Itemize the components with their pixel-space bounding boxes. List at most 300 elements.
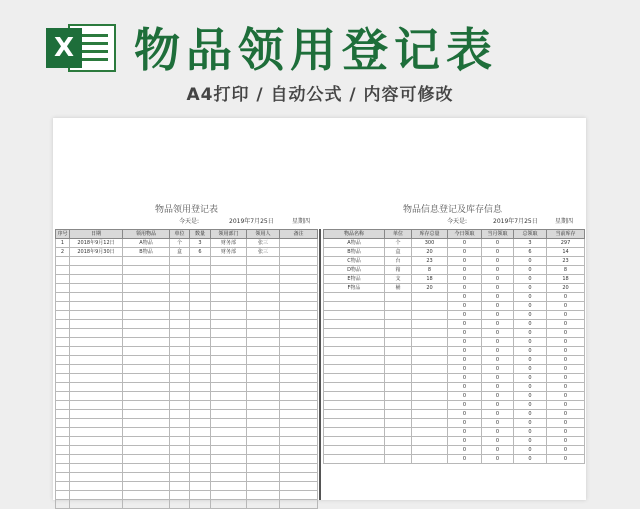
- table-cell[interactable]: 0: [547, 437, 585, 446]
- table-cell[interactable]: [70, 293, 123, 302]
- table-cell[interactable]: [170, 365, 190, 374]
- table-cell[interactable]: [70, 482, 123, 491]
- table-cell[interactable]: 桶: [385, 284, 412, 293]
- table-cell[interactable]: [170, 419, 190, 428]
- table-cell[interactable]: 23: [412, 257, 448, 266]
- table-cell[interactable]: [56, 401, 70, 410]
- table-cell[interactable]: [70, 419, 123, 428]
- table-cell[interactable]: [280, 275, 318, 284]
- table-cell[interactable]: 0: [482, 320, 514, 329]
- table-cell[interactable]: [190, 419, 211, 428]
- table-cell[interactable]: [247, 419, 280, 428]
- table-cell[interactable]: 0: [514, 302, 547, 311]
- table-cell[interactable]: 297: [547, 239, 585, 248]
- table-cell[interactable]: [70, 338, 123, 347]
- table-cell[interactable]: [70, 491, 123, 500]
- table-cell[interactable]: [280, 401, 318, 410]
- table-cell[interactable]: [280, 482, 318, 491]
- table-cell[interactable]: [211, 473, 247, 482]
- table-cell[interactable]: [123, 293, 170, 302]
- table-cell[interactable]: [123, 392, 170, 401]
- table-cell[interactable]: 台: [385, 257, 412, 266]
- table-cell[interactable]: [211, 500, 247, 509]
- table-cell[interactable]: [170, 446, 190, 455]
- table-cell[interactable]: [170, 374, 190, 383]
- table-cell[interactable]: [123, 473, 170, 482]
- table-cell[interactable]: 0: [514, 284, 547, 293]
- table-cell[interactable]: [385, 329, 412, 338]
- table-cell[interactable]: [280, 338, 318, 347]
- table-cell[interactable]: 0: [448, 338, 482, 347]
- table-cell[interactable]: 0: [448, 365, 482, 374]
- table-cell[interactable]: [123, 275, 170, 284]
- table-cell[interactable]: [280, 383, 318, 392]
- table-cell[interactable]: [70, 329, 123, 338]
- table-cell[interactable]: [280, 356, 318, 365]
- table-cell[interactable]: F物品: [324, 284, 385, 293]
- table-cell[interactable]: [211, 374, 247, 383]
- table-cell[interactable]: [170, 455, 190, 464]
- table-cell[interactable]: 0: [547, 302, 585, 311]
- table-cell[interactable]: [56, 383, 70, 392]
- table-cell[interactable]: [280, 302, 318, 311]
- table-cell[interactable]: 0: [448, 437, 482, 446]
- table-cell[interactable]: [211, 347, 247, 356]
- table-cell[interactable]: [190, 374, 211, 383]
- table-cell[interactable]: 0: [448, 275, 482, 284]
- table-cell[interactable]: [247, 437, 280, 446]
- table-cell[interactable]: 0: [482, 311, 514, 320]
- table-cell[interactable]: [70, 428, 123, 437]
- table-cell[interactable]: [170, 302, 190, 311]
- table-cell[interactable]: [385, 455, 412, 464]
- table-cell[interactable]: [70, 374, 123, 383]
- table-cell[interactable]: [70, 275, 123, 284]
- table-cell[interactable]: [385, 302, 412, 311]
- table-cell[interactable]: 0: [547, 392, 585, 401]
- table-cell[interactable]: 0: [448, 347, 482, 356]
- table-cell[interactable]: C物品: [324, 257, 385, 266]
- table-cell[interactable]: [123, 257, 170, 266]
- table-cell[interactable]: 0: [482, 383, 514, 392]
- table-cell[interactable]: 0: [482, 329, 514, 338]
- table-cell[interactable]: [70, 347, 123, 356]
- table-cell[interactable]: 0: [547, 365, 585, 374]
- table-cell[interactable]: [412, 383, 448, 392]
- table-cell[interactable]: 0: [514, 365, 547, 374]
- table-cell[interactable]: [280, 266, 318, 275]
- table-cell[interactable]: [412, 437, 448, 446]
- table-cell[interactable]: 3: [190, 239, 211, 248]
- table-cell[interactable]: 0: [448, 293, 482, 302]
- table-cell[interactable]: [412, 410, 448, 419]
- table-cell[interactable]: [280, 311, 318, 320]
- table-cell[interactable]: 0: [547, 419, 585, 428]
- table-cell[interactable]: [324, 446, 385, 455]
- table-cell[interactable]: [56, 275, 70, 284]
- table-cell[interactable]: 0: [514, 320, 547, 329]
- table-cell[interactable]: [247, 329, 280, 338]
- table-cell[interactable]: [211, 437, 247, 446]
- table-cell[interactable]: 0: [482, 374, 514, 383]
- table-cell[interactable]: 0: [482, 419, 514, 428]
- table-cell[interactable]: [70, 302, 123, 311]
- table-cell[interactable]: 盒: [170, 248, 190, 257]
- table-cell[interactable]: [247, 284, 280, 293]
- table-cell[interactable]: [412, 455, 448, 464]
- table-cell[interactable]: [170, 329, 190, 338]
- table-cell[interactable]: [190, 401, 211, 410]
- table-cell[interactable]: [170, 437, 190, 446]
- table-cell[interactable]: 0: [514, 392, 547, 401]
- table-cell[interactable]: [324, 356, 385, 365]
- table-cell[interactable]: [280, 293, 318, 302]
- table-cell[interactable]: [412, 320, 448, 329]
- table-cell[interactable]: 0: [514, 266, 547, 275]
- table-cell[interactable]: [190, 383, 211, 392]
- table-cell[interactable]: 0: [448, 329, 482, 338]
- table-cell[interactable]: [211, 464, 247, 473]
- table-cell[interactable]: [247, 392, 280, 401]
- table-cell[interactable]: 0: [448, 356, 482, 365]
- table-cell[interactable]: 0: [514, 356, 547, 365]
- table-cell[interactable]: [385, 419, 412, 428]
- table-cell[interactable]: [123, 446, 170, 455]
- table-cell[interactable]: 张三: [247, 248, 280, 257]
- table-cell[interactable]: [385, 347, 412, 356]
- table-cell[interactable]: [247, 356, 280, 365]
- table-cell[interactable]: [211, 482, 247, 491]
- table-cell[interactable]: [324, 410, 385, 419]
- table-cell[interactable]: [70, 383, 123, 392]
- table-cell[interactable]: 0: [448, 455, 482, 464]
- table-cell[interactable]: 0: [482, 410, 514, 419]
- table-cell[interactable]: 0: [448, 302, 482, 311]
- table-cell[interactable]: [170, 383, 190, 392]
- table-cell[interactable]: [56, 482, 70, 491]
- table-cell[interactable]: 0: [448, 239, 482, 248]
- table-cell[interactable]: 箱: [385, 266, 412, 275]
- table-cell[interactable]: [280, 464, 318, 473]
- table-cell[interactable]: [280, 365, 318, 374]
- table-cell[interactable]: [385, 437, 412, 446]
- table-cell[interactable]: 0: [514, 374, 547, 383]
- table-cell[interactable]: [70, 437, 123, 446]
- table-cell[interactable]: [56, 311, 70, 320]
- table-cell[interactable]: [170, 473, 190, 482]
- table-cell[interactable]: 0: [514, 293, 547, 302]
- table-cell[interactable]: 财务部: [211, 239, 247, 248]
- table-cell[interactable]: [170, 347, 190, 356]
- table-cell[interactable]: [280, 257, 318, 266]
- table-cell[interactable]: [247, 347, 280, 356]
- table-cell[interactable]: [56, 284, 70, 293]
- table-cell[interactable]: 财务部: [211, 248, 247, 257]
- table-cell[interactable]: [190, 347, 211, 356]
- table-cell[interactable]: 0: [448, 284, 482, 293]
- table-cell[interactable]: [56, 446, 70, 455]
- table-cell[interactable]: [324, 365, 385, 374]
- table-cell[interactable]: 0: [448, 419, 482, 428]
- table-cell[interactable]: [170, 320, 190, 329]
- table-cell[interactable]: [70, 500, 123, 509]
- table-cell[interactable]: [412, 356, 448, 365]
- table-cell[interactable]: [324, 392, 385, 401]
- table-cell[interactable]: [412, 338, 448, 347]
- table-cell[interactable]: [56, 491, 70, 500]
- table-cell[interactable]: [70, 311, 123, 320]
- table-cell[interactable]: [385, 401, 412, 410]
- table-cell[interactable]: [385, 356, 412, 365]
- table-cell[interactable]: [412, 401, 448, 410]
- table-cell[interactable]: 0: [482, 356, 514, 365]
- table-cell[interactable]: 个: [170, 239, 190, 248]
- table-cell[interactable]: [123, 437, 170, 446]
- table-cell[interactable]: [247, 374, 280, 383]
- table-cell[interactable]: [280, 284, 318, 293]
- table-cell[interactable]: [170, 392, 190, 401]
- table-cell[interactable]: 0: [547, 311, 585, 320]
- table-cell[interactable]: [247, 293, 280, 302]
- table-cell[interactable]: [170, 410, 190, 419]
- table-cell[interactable]: [412, 446, 448, 455]
- table-cell[interactable]: [56, 320, 70, 329]
- table-cell[interactable]: 0: [448, 392, 482, 401]
- table-cell[interactable]: [280, 437, 318, 446]
- table-cell[interactable]: 0: [514, 338, 547, 347]
- table-cell[interactable]: [56, 500, 70, 509]
- table-cell[interactable]: [123, 356, 170, 365]
- table-cell[interactable]: 0: [547, 329, 585, 338]
- table-cell[interactable]: [385, 446, 412, 455]
- table-cell[interactable]: [56, 410, 70, 419]
- table-cell[interactable]: [280, 329, 318, 338]
- table-cell[interactable]: [123, 311, 170, 320]
- table-cell[interactable]: [56, 365, 70, 374]
- table-cell[interactable]: D物品: [324, 266, 385, 275]
- table-cell[interactable]: [190, 428, 211, 437]
- table-cell[interactable]: [247, 401, 280, 410]
- table-cell[interactable]: [123, 365, 170, 374]
- table-cell[interactable]: [123, 455, 170, 464]
- table-cell[interactable]: [247, 464, 280, 473]
- table-cell[interactable]: [123, 374, 170, 383]
- table-cell[interactable]: 0: [482, 239, 514, 248]
- table-cell[interactable]: 0: [482, 248, 514, 257]
- table-cell[interactable]: 1: [56, 239, 70, 248]
- table-cell[interactable]: 0: [448, 374, 482, 383]
- table-cell[interactable]: [190, 311, 211, 320]
- table-cell[interactable]: 0: [448, 257, 482, 266]
- table-cell[interactable]: 0: [547, 383, 585, 392]
- table-cell[interactable]: 0: [448, 320, 482, 329]
- table-cell[interactable]: [211, 329, 247, 338]
- table-cell[interactable]: [170, 284, 190, 293]
- table-cell[interactable]: 300: [412, 239, 448, 248]
- table-cell[interactable]: [412, 347, 448, 356]
- table-cell[interactable]: [412, 365, 448, 374]
- table-cell[interactable]: [280, 500, 318, 509]
- table-cell[interactable]: [385, 392, 412, 401]
- table-cell[interactable]: [56, 374, 70, 383]
- table-cell[interactable]: [280, 347, 318, 356]
- table-cell[interactable]: 0: [514, 383, 547, 392]
- table-cell[interactable]: [412, 302, 448, 311]
- table-cell[interactable]: A物品: [324, 239, 385, 248]
- table-cell[interactable]: [123, 410, 170, 419]
- table-cell[interactable]: 2: [56, 248, 70, 257]
- table-cell[interactable]: [247, 365, 280, 374]
- table-cell[interactable]: 14: [547, 248, 585, 257]
- table-cell[interactable]: [324, 329, 385, 338]
- table-cell[interactable]: 6: [514, 248, 547, 257]
- table-cell[interactable]: 2018年9月30日: [70, 248, 123, 257]
- table-cell[interactable]: 0: [547, 347, 585, 356]
- table-cell[interactable]: [412, 392, 448, 401]
- table-cell[interactable]: [190, 320, 211, 329]
- table-cell[interactable]: [247, 320, 280, 329]
- table-cell[interactable]: 0: [482, 392, 514, 401]
- table-cell[interactable]: [56, 419, 70, 428]
- table-cell[interactable]: [211, 455, 247, 464]
- table-cell[interactable]: [123, 338, 170, 347]
- table-cell[interactable]: [247, 500, 280, 509]
- table-cell[interactable]: 0: [482, 266, 514, 275]
- table-cell[interactable]: [56, 437, 70, 446]
- table-cell[interactable]: 0: [482, 302, 514, 311]
- table-cell[interactable]: [170, 491, 190, 500]
- table-cell[interactable]: [324, 401, 385, 410]
- table-cell[interactable]: 盒: [385, 248, 412, 257]
- table-cell[interactable]: [385, 338, 412, 347]
- table-cell[interactable]: [247, 302, 280, 311]
- table-cell[interactable]: [123, 266, 170, 275]
- table-cell[interactable]: [190, 293, 211, 302]
- table-cell[interactable]: [247, 410, 280, 419]
- table-cell[interactable]: [385, 410, 412, 419]
- table-cell[interactable]: 0: [514, 401, 547, 410]
- table-cell[interactable]: [70, 464, 123, 473]
- table-cell[interactable]: 0: [448, 428, 482, 437]
- table-cell[interactable]: [123, 482, 170, 491]
- table-cell[interactable]: 0: [482, 347, 514, 356]
- table-cell[interactable]: [324, 455, 385, 464]
- table-cell[interactable]: [412, 293, 448, 302]
- table-cell[interactable]: [190, 410, 211, 419]
- table-cell[interactable]: [56, 257, 70, 266]
- table-cell[interactable]: 0: [514, 455, 547, 464]
- table-cell[interactable]: [190, 464, 211, 473]
- table-cell[interactable]: [170, 266, 190, 275]
- table-cell[interactable]: [70, 473, 123, 482]
- table-cell[interactable]: [412, 419, 448, 428]
- table-cell[interactable]: [190, 275, 211, 284]
- table-cell[interactable]: [123, 464, 170, 473]
- table-cell[interactable]: [324, 437, 385, 446]
- table-cell[interactable]: 0: [448, 266, 482, 275]
- table-cell[interactable]: 支: [385, 275, 412, 284]
- table-cell[interactable]: 3: [514, 239, 547, 248]
- table-cell[interactable]: [123, 419, 170, 428]
- table-cell[interactable]: [70, 284, 123, 293]
- table-cell[interactable]: [70, 365, 123, 374]
- table-cell[interactable]: [247, 383, 280, 392]
- table-cell[interactable]: 8: [412, 266, 448, 275]
- table-cell[interactable]: 0: [547, 374, 585, 383]
- table-cell[interactable]: 0: [514, 311, 547, 320]
- table-cell[interactable]: [123, 428, 170, 437]
- table-cell[interactable]: [385, 374, 412, 383]
- table-cell[interactable]: [412, 311, 448, 320]
- table-cell[interactable]: [56, 266, 70, 275]
- table-cell[interactable]: [123, 329, 170, 338]
- table-cell[interactable]: [170, 401, 190, 410]
- table-cell[interactable]: [247, 338, 280, 347]
- table-cell[interactable]: [412, 329, 448, 338]
- table-cell[interactable]: [190, 338, 211, 347]
- table-cell[interactable]: 0: [448, 401, 482, 410]
- table-cell[interactable]: [190, 437, 211, 446]
- table-cell[interactable]: [211, 365, 247, 374]
- table-cell[interactable]: 0: [547, 446, 585, 455]
- table-cell[interactable]: 0: [514, 329, 547, 338]
- table-cell[interactable]: [190, 455, 211, 464]
- table-cell[interactable]: 0: [482, 275, 514, 284]
- table-cell[interactable]: 0: [547, 320, 585, 329]
- table-cell[interactable]: [280, 374, 318, 383]
- table-cell[interactable]: [190, 266, 211, 275]
- table-cell[interactable]: [324, 347, 385, 356]
- table-cell[interactable]: [190, 491, 211, 500]
- table-cell[interactable]: [56, 428, 70, 437]
- table-cell[interactable]: [170, 338, 190, 347]
- table-cell[interactable]: [211, 392, 247, 401]
- table-cell[interactable]: [70, 392, 123, 401]
- table-cell[interactable]: 0: [448, 248, 482, 257]
- table-cell[interactable]: [56, 293, 70, 302]
- table-cell[interactable]: [280, 491, 318, 500]
- table-cell[interactable]: [247, 428, 280, 437]
- table-cell[interactable]: 0: [482, 401, 514, 410]
- table-cell[interactable]: [385, 428, 412, 437]
- table-cell[interactable]: [190, 473, 211, 482]
- table-cell[interactable]: 0: [448, 383, 482, 392]
- table-cell[interactable]: [190, 284, 211, 293]
- table-cell[interactable]: 0: [547, 293, 585, 302]
- table-cell[interactable]: [324, 383, 385, 392]
- table-cell[interactable]: [247, 491, 280, 500]
- table-cell[interactable]: [70, 266, 123, 275]
- table-cell[interactable]: [170, 482, 190, 491]
- table-cell[interactable]: [56, 347, 70, 356]
- table-cell[interactable]: [412, 374, 448, 383]
- table-cell[interactable]: [211, 311, 247, 320]
- table-cell[interactable]: [70, 455, 123, 464]
- table-cell[interactable]: 0: [514, 410, 547, 419]
- table-cell[interactable]: 0: [448, 311, 482, 320]
- table-cell[interactable]: [190, 482, 211, 491]
- table-cell[interactable]: [190, 500, 211, 509]
- table-cell[interactable]: [56, 329, 70, 338]
- table-cell[interactable]: 0: [547, 338, 585, 347]
- table-cell[interactable]: [280, 428, 318, 437]
- table-cell[interactable]: [324, 428, 385, 437]
- table-cell[interactable]: [56, 338, 70, 347]
- table-cell[interactable]: [123, 383, 170, 392]
- table-cell[interactable]: [211, 491, 247, 500]
- table-cell[interactable]: [385, 293, 412, 302]
- table-cell[interactable]: [280, 419, 318, 428]
